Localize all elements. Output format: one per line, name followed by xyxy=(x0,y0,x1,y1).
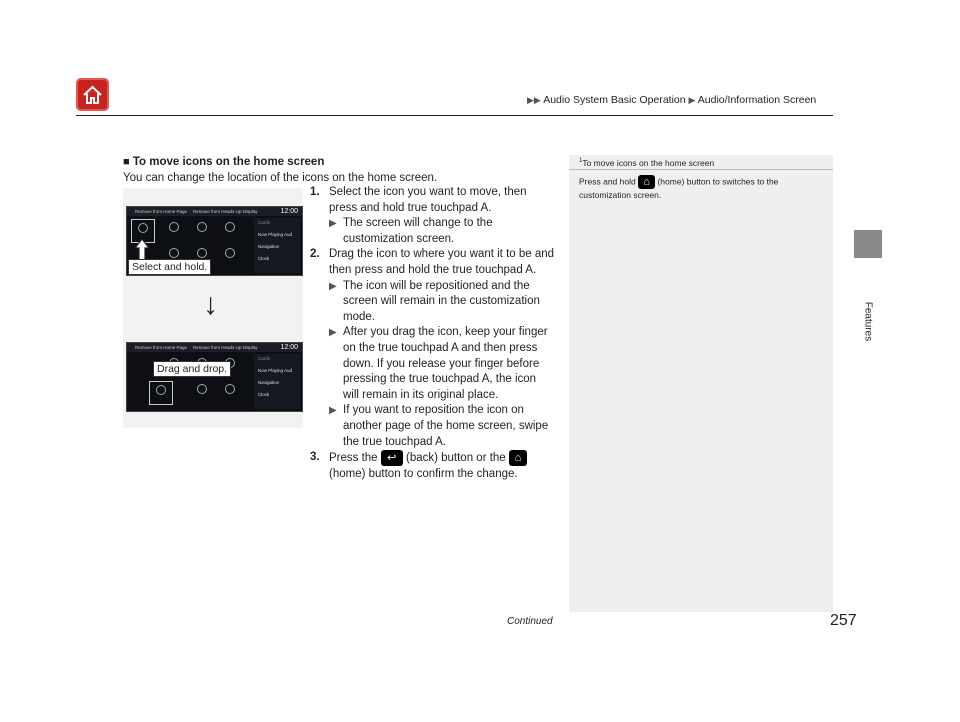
step-3: 3. Press the ↩ (back) button or the ⌂ (home) button to confirm the change. xyxy=(310,450,555,482)
cards-panel: Cards Now Playing Aud Navigation Clock xyxy=(254,218,300,273)
screen-after xyxy=(126,342,303,412)
section-tab[interactable] xyxy=(854,230,882,258)
step-1: 1. Select the icon you want to move, then press and hold true touchpad A. xyxy=(310,186,527,214)
tile[interactable] xyxy=(191,381,213,403)
section-tab-label: Features xyxy=(862,301,874,342)
screen-topbar: Remove from Home Page Remove from Heads-Up Display 12:00 xyxy=(127,207,302,216)
step-2-note: ▶ If you want to reposition the icon on another page of the home screen, swipe the true touchpad A. xyxy=(310,403,555,450)
callout-drag-drop: Drag and drop. xyxy=(153,361,231,377)
header-divider xyxy=(76,115,833,116)
home-icon-button[interactable] xyxy=(76,78,109,111)
step-2: 2. Drag the icon to where you want it to be and then press and hold the true touchpad A. xyxy=(310,248,555,276)
updates-tile[interactable] xyxy=(219,245,241,267)
steps-list xyxy=(310,185,555,482)
step-2-note: ▶ The icon will be repositioned and the screen will remain in the customization mode. xyxy=(310,279,555,326)
note-ref-icon: 1 xyxy=(579,158,583,164)
note-body: Press and hold ⌂ (home) button to switches to the customization screen. xyxy=(579,176,779,200)
cards-panel: Cards Now Playing Aud Navigation Clock xyxy=(254,354,300,409)
phone-tile[interactable] xyxy=(163,219,185,241)
bluetooth-tile[interactable] xyxy=(219,219,241,241)
clock-readout: 12:00 xyxy=(280,344,298,351)
step-1-note: ▶ The screen will change to the customization screen. xyxy=(310,216,555,247)
updates-tile[interactable] xyxy=(219,381,241,403)
intro-text: You can change the location of the icons on the home screen. xyxy=(123,172,438,184)
clock-readout: 12:00 xyxy=(280,208,298,215)
note-header xyxy=(569,155,833,170)
arrow-bullet-icon: ▶ xyxy=(329,280,337,292)
arrow-bullet-icon: ▶ xyxy=(329,405,337,417)
home-button-icon: ⌂ xyxy=(509,450,527,466)
radio-tile[interactable] xyxy=(191,219,213,241)
square-bullet-icon: ■ xyxy=(123,156,130,168)
step-2-note: ▶ After you drag the icon, keep your finger on the true touchpad A and then press down. If you release your finger before pressing the true touchpad A, the icon will remain in its original place. xyxy=(310,325,555,403)
house-icon xyxy=(76,78,109,111)
side-note xyxy=(569,155,833,612)
section-heading: ■ To move icons on the home screen xyxy=(123,156,325,168)
screen-topbar: Remove from Home Page Remove from Heads-Up Display 12:00 xyxy=(127,343,302,352)
chevron-icon: ▶▶ xyxy=(527,95,541,105)
screen-illustration xyxy=(123,188,303,428)
continued-label: Continued xyxy=(507,616,553,627)
chevron-icon: ▶ xyxy=(688,95,696,105)
breadcrumb-item[interactable]: Audio/Information Screen xyxy=(697,94,817,106)
arrow-bullet-icon: ▶ xyxy=(329,218,337,230)
callout-select-hold: Select and hold. xyxy=(128,259,211,275)
dragged-icon-tile[interactable] xyxy=(149,381,173,405)
note-title: $^1$To move icons on the home screen xyxy=(579,158,715,168)
down-arrow-icon: ↓ xyxy=(203,288,218,321)
breadcrumb xyxy=(527,94,816,106)
back-button-icon: ↩ xyxy=(381,450,403,466)
breadcrumb-item[interactable]: Audio System Basic Operation xyxy=(543,94,686,106)
home-button-icon: ⌂ xyxy=(638,175,655,189)
arrow-bullet-icon: ▶ xyxy=(329,327,337,339)
page-number: 257 xyxy=(830,612,857,629)
